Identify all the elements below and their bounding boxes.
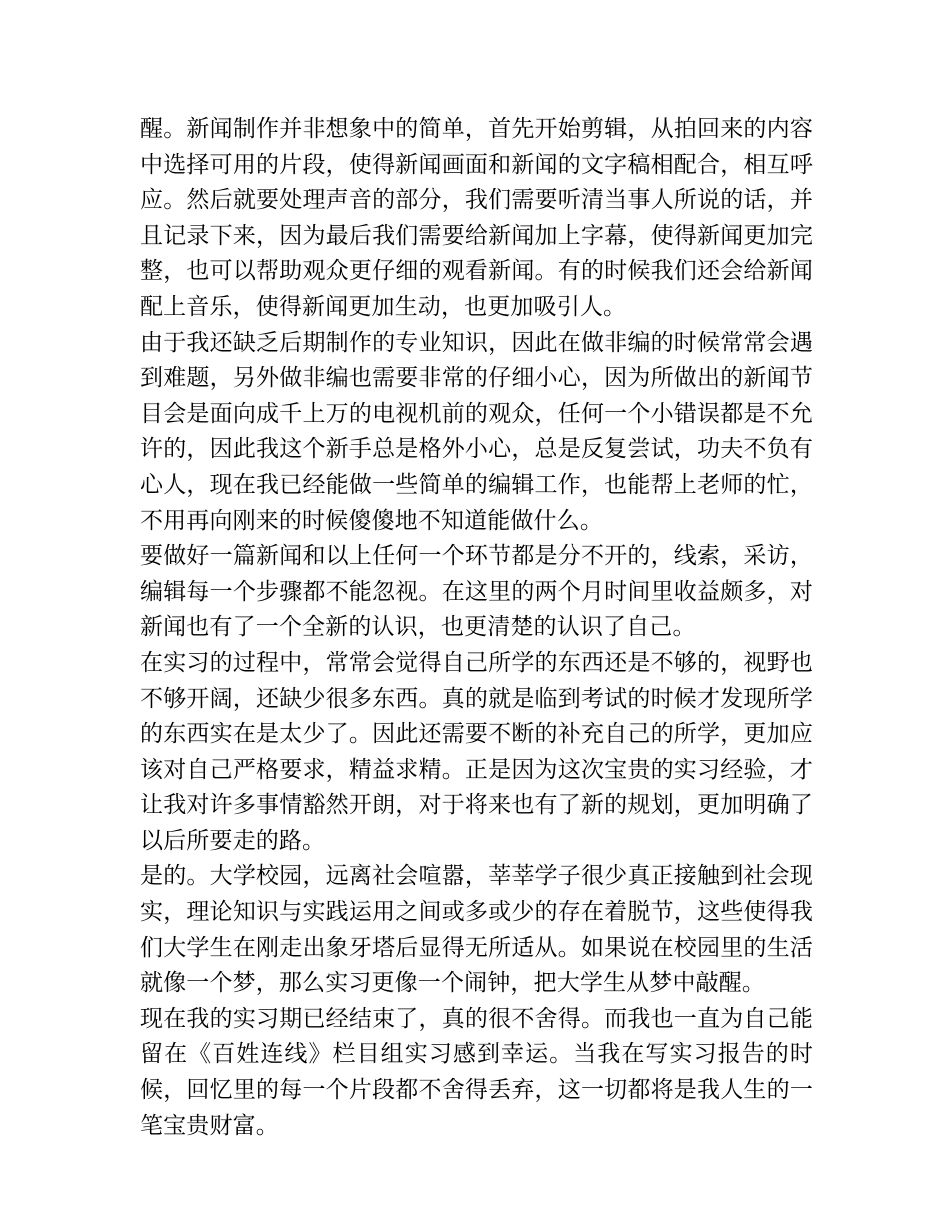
paragraph-2: 由于我还缺乏后期制作的专业知识，因此在做非编的时候常常会遇到难题，另外做非编也需要非常的仔细小心，因为所做出的新闻节目会是面向成千上万的电视机前的观众，任何一个小错误都是不允许的，因此我这个新手总是格外小心，总是反复尝试，功夫不负有心人，现在我已经能做一些简单的编辑工作，也能帮上老师的忙，不用再向刚来的时候傻傻地不知道能做什么。 [140, 329, 813, 534]
paragraph-6: 现在我的实习期已经结束了，真的很不舍得。而我也一直为自己能留在《百姓连线》栏目组实习感到幸运。当我在写实习报告的时候，回忆里的每一个片段都不舍得丢弃，这一切都将是我人生的一笔宝贵财富。 [140, 1005, 813, 1139]
document-body [140, 112, 813, 1144]
paragraph-4: 在实习的过程中，常常会觉得自己所学的东西还是不够的，视野也不够开阔，还缺少很多东西。真的就是临到考试的时候才发现所学的东西实在是太少了。因此还需要不断的补充自己的所学，更加应该对自己严格要求，精益求精。正是因为这次宝贵的实习经验，才让我对许多事情豁然开朗，对于将来也有了新的规划，更加明确了以后所要走的路。 [140, 649, 813, 854]
paragraph-5: 是的。大学校园，远离社会喧嚣，莘莘学子很少真正接触到社会现实，理论知识与实践运用之间或多或少的存在着脱节，这些使得我们大学生在刚走出象牙塔后显得无所适从。如果说在校园里的生活就像一个梦，那么实习更像一个闹钟，把大学生从梦中敲醒。 [140, 863, 813, 997]
paragraph-3: 要做好一篇新闻和以上任何一个环节都是分不开的，线索，采访，编辑每一个步骤都不能忽视。在这里的两个月时间里收益颇多，对新闻也有了一个全新的认识，也更清楚的认识了自己。 [140, 543, 813, 641]
paragraph-1: 醒。新闻制作并非想象中的简单，首先开始剪辑，从拍回来的内容中选择可用的片段，使得新闻画面和新闻的文字稿相配合，相互呼应。然后就要处理声音的部分，我们需要听清当事人所说的话，并且记录下来，因为最后我们需要给新闻加上字幕，使得新闻更加完整，也可以帮助观众更仔细的观看新闻。有的时候我们还会给新闻配上音乐，使得新闻更加生动，也更加吸引人。 [140, 116, 813, 320]
